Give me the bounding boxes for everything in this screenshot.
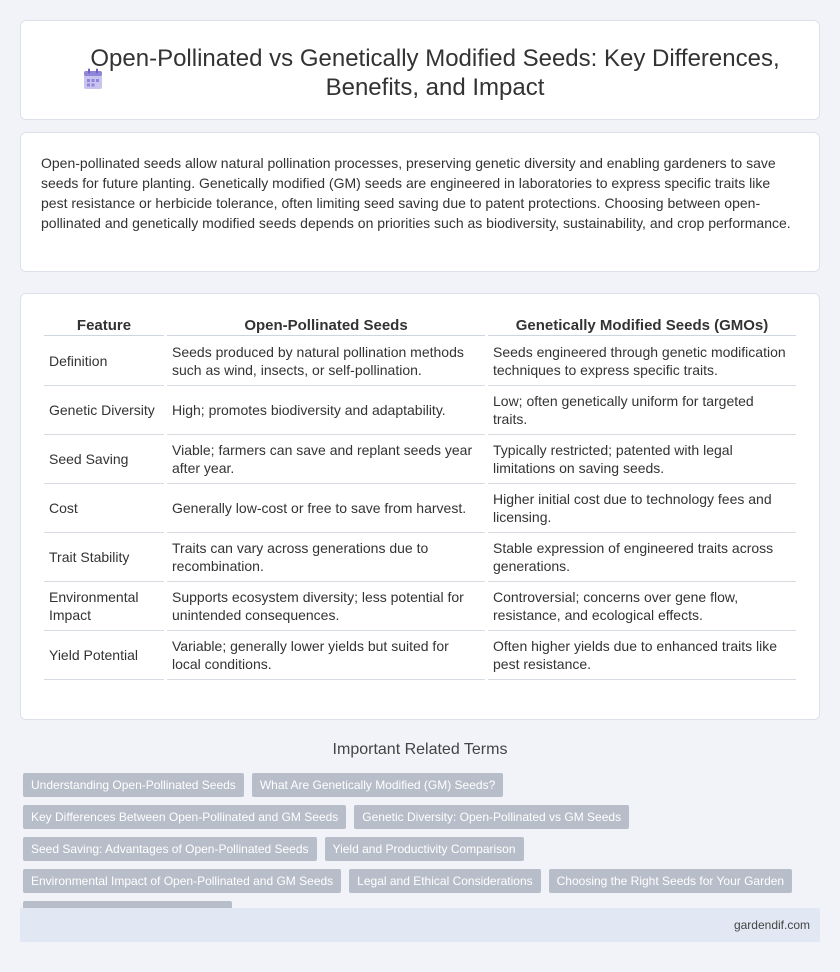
- related-term-tag[interactable]: Seed Saving: Advantages of Open-Pollinated Seeds: [23, 837, 317, 861]
- table-row: [44, 435, 796, 484]
- feature-cell: Yield Potential: [44, 631, 164, 680]
- table-header-row: [44, 316, 796, 336]
- feature-cell: Environmental Impact: [44, 582, 164, 631]
- open-pollinated-cell: High; promotes biodiversity and adaptability.: [167, 386, 485, 435]
- header-feature: Feature: [44, 316, 164, 336]
- table-row: [44, 533, 796, 582]
- footer-site-link[interactable]: gardendif.com: [733, 918, 810, 932]
- intro-card: [20, 132, 820, 272]
- gmo-cell: Typically restricted; patented with legal limitations on saving seeds.: [488, 435, 796, 484]
- table-row: [44, 336, 796, 386]
- intro-paragraph: Open-pollinated seeds allow natural pollination processes, preserving genetic diversity and enabling gardeners to save seeds for future planting. Genetically modified (GM) seeds are engineered in laboratories to express specific traits like pest resistance or herbicide tolerance, often limiting seed saving due to patent protections. Choosing between open-pollinated and genetically modified seeds depends on priorities such as biodiversity, sustainability, and crop performance.: [41, 155, 791, 231]
- header-card: [20, 20, 820, 120]
- table-row: [44, 386, 796, 435]
- related-terms-list: [23, 773, 823, 925]
- open-pollinated-cell: Generally low-cost or free to save from harvest.: [167, 484, 485, 533]
- feature-cell: Trait Stability: [44, 533, 164, 582]
- table-row: [44, 484, 796, 533]
- gmo-cell: Often higher yields due to enhanced traits like pest resistance.: [488, 631, 796, 680]
- related-term-tag[interactable]: Choosing the Right Seeds for Your Garden: [549, 869, 792, 893]
- header-gmo: Genetically Modified Seeds (GMOs): [488, 316, 796, 336]
- table-row: [44, 631, 796, 680]
- table-row: [44, 582, 796, 631]
- related-term-tag[interactable]: Genetic Diversity: Open-Pollinated vs GM Seeds: [354, 805, 629, 829]
- header-open-pollinated: Open-Pollinated Seeds: [167, 316, 485, 336]
- related-term-tag[interactable]: Yield and Productivity Comparison: [325, 837, 524, 861]
- open-pollinated-cell: Traits can vary across generations due to recombination.: [167, 533, 485, 582]
- feature-cell: Definition: [44, 336, 164, 386]
- related-term-tag[interactable]: Key Differences Between Open-Pollinated and GM Seeds: [23, 805, 346, 829]
- gmo-cell: Controversial; concerns over gene flow, resistance, and ecological effects.: [488, 582, 796, 631]
- related-term-tag[interactable]: Legal and Ethical Considerations: [349, 869, 540, 893]
- feature-cell: Cost: [44, 484, 164, 533]
- feature-cell: Genetic Diversity: [44, 386, 164, 435]
- open-pollinated-cell: Seeds produced by natural pollination methods such as wind, insects, or self-pollination.: [167, 336, 485, 386]
- page-title: Open-Pollinated vs Genetically Modified Seeds: Key Differences, Benefits, and Impact: [90, 45, 780, 101]
- related-term-tag[interactable]: What Are Genetically Modified (GM) Seeds?: [252, 773, 503, 797]
- related-terms-title: Important Related Terms: [332, 741, 508, 758]
- comparison-table-card: [20, 293, 820, 720]
- gmo-cell: Stable expression of engineered traits across generations.: [488, 533, 796, 582]
- gmo-cell: Higher initial cost due to technology fees and licensing.: [488, 484, 796, 533]
- related-term-tag[interactable]: Environmental Impact of Open-Pollinated and GM Seeds: [23, 869, 341, 893]
- footer: [20, 908, 820, 942]
- gmo-cell: Seeds engineered through genetic modification techniques to express specific traits.: [488, 336, 796, 386]
- gmo-cell: Low; often genetically uniform for targeted traits.: [488, 386, 796, 435]
- feature-cell: Seed Saving: [44, 435, 164, 484]
- open-pollinated-cell: Viable; farmers can save and replant seeds year after year.: [167, 435, 485, 484]
- related-term-tag[interactable]: Understanding Open-Pollinated Seeds: [23, 773, 244, 797]
- open-pollinated-cell: Supports ecosystem diversity; less potential for unintended consequences.: [167, 582, 485, 631]
- comparison-table: [41, 316, 799, 680]
- open-pollinated-cell: Variable; generally lower yields but suited for local conditions.: [167, 631, 485, 680]
